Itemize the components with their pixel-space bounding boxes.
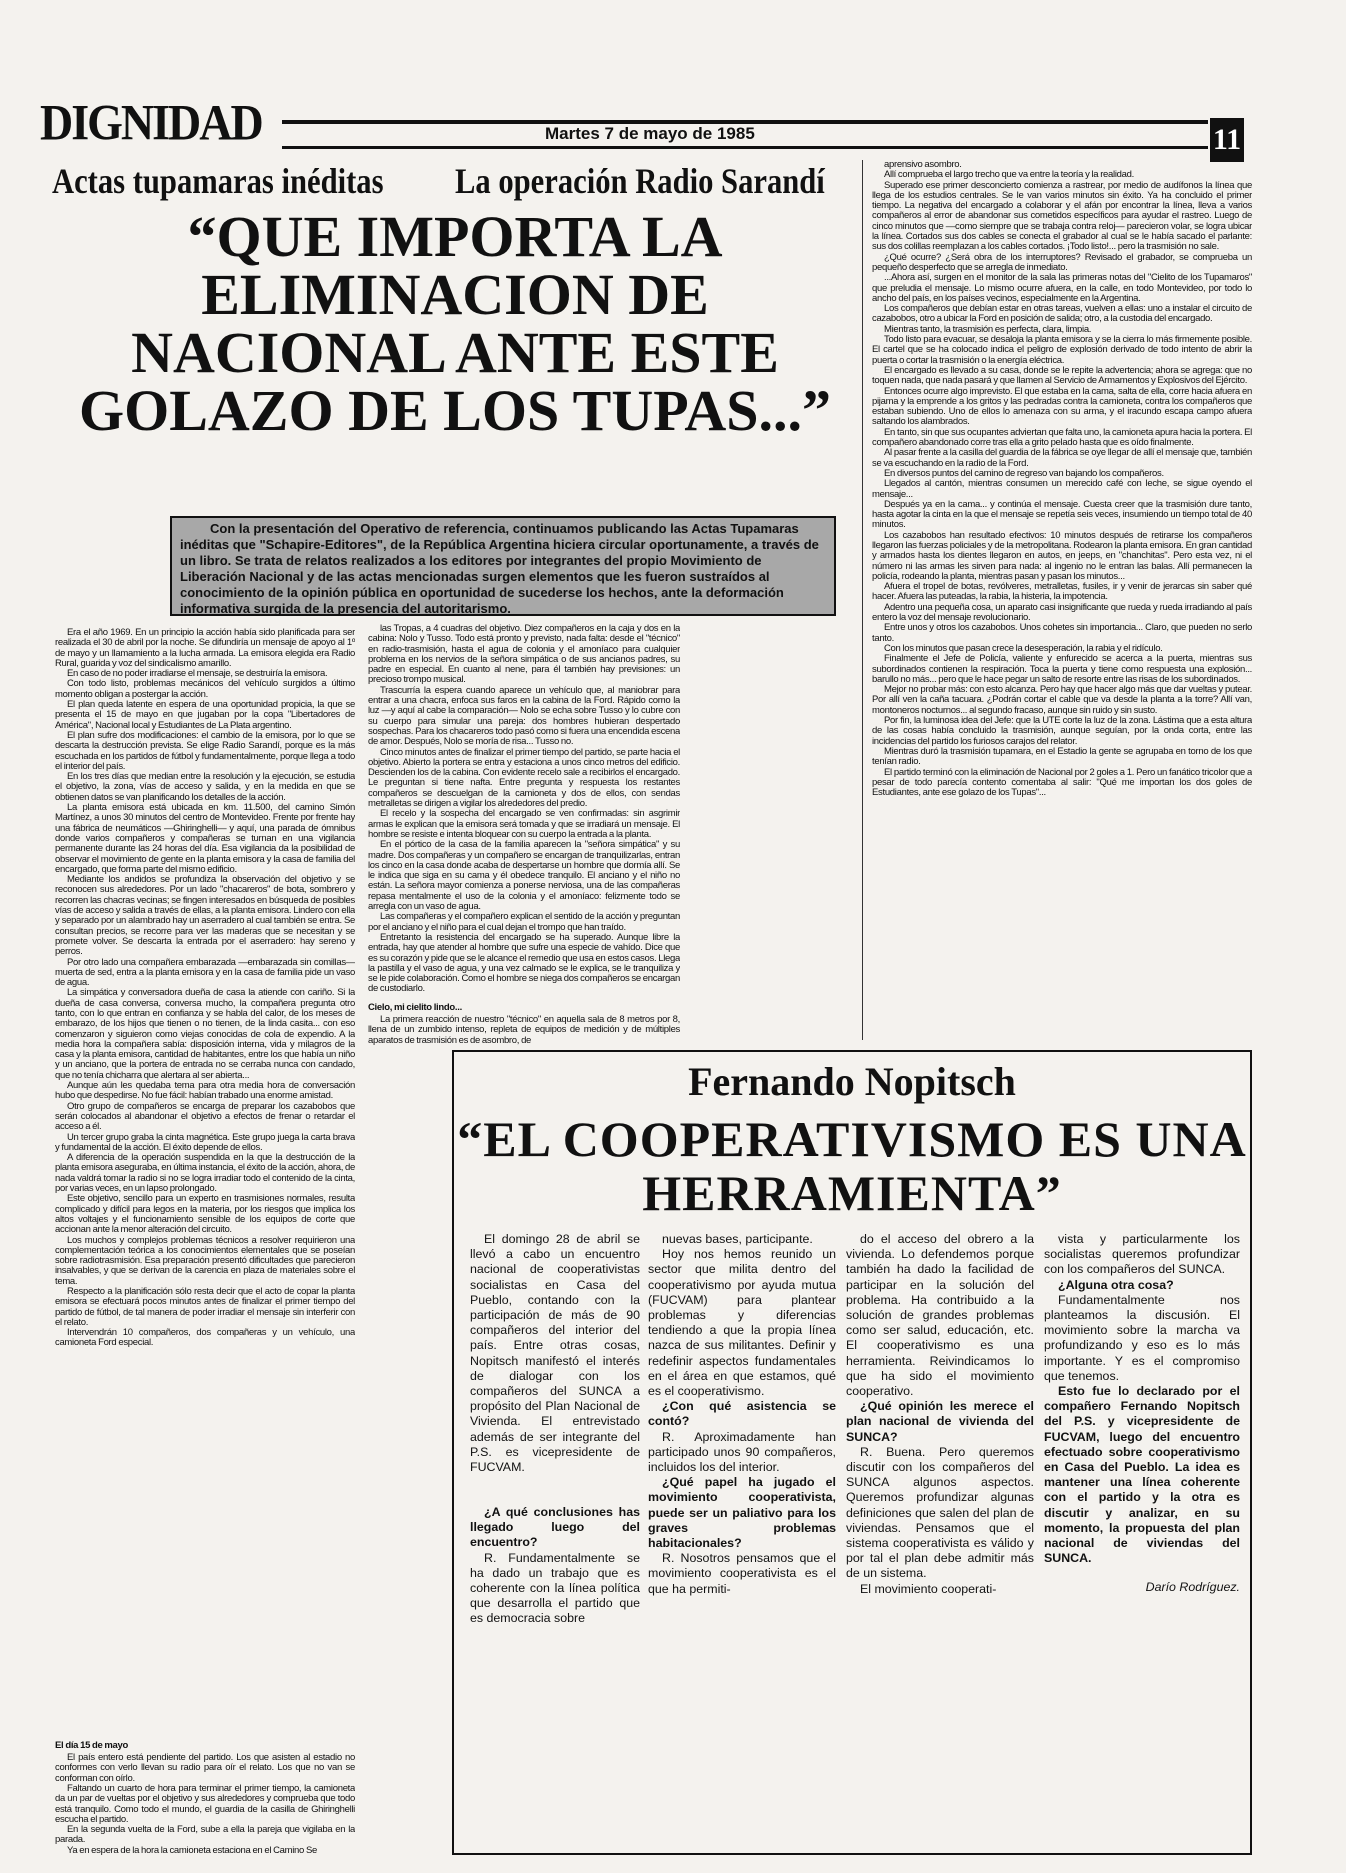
article-kicker: La operación Radio Sarandí (455, 161, 825, 201)
paragraph: Superado ese primer desconcierto comienza a rastrear, por medio de audífonos la línea que llega de los estudios centrales. Se le van varios minutos sin éxito. Ya ha concluido el primer tiempo. La negativa del encargado a colaborar y el afán por encontrar la línea, lleva a varios compañeros al error de abandonar sus cometidos específicos para ayudar el rastreo. Luego de cinco minutos que —como siempre que se trabaja contra reloj— parecieron volar, se logra ubicar la línea. Cortados sus dos cables se conecta el grabador al cual se le había sacado el parlante: sus dos colillas reemplazan a los cables cortados. ¡Todo listo!... pero la trasmisión no sale. (872, 179, 1252, 253)
paragraph: Un tercer grupo graba la cinta magnética. Este grupo juega la carta brava y fundamental de la acción. El éxito depende de ellos. (55, 1131, 355, 1153)
paragraph: La simpática y conversadora dueña de casa la atiende con cariño. Si la dueña de casa conversa, conversa mucho, la compañera pregunta otro tanto, con lo que entran en confianza y se habla del calor, de los meses de embarazo, de los hijos que tienen o no tienen, de la linda casita... con eso comenzaron y siguieron como viejas conocidas de cola de expendio. A la media hora la compañera sabía: disposición interna, vida y milagros de la casa y la planta emisora, cantidad de habitantes, entre los que había un niño y un anciano, que la portera de entrada no se cerraba nunca con candado, que no tenía chicharra que alertara al ser abierta... (55, 987, 355, 1081)
page-number: 11 (1210, 118, 1244, 162)
masthead-rule-bottom (282, 146, 1208, 149)
paragraph: El partido terminó con la eliminación de Nacional por 2 goles a 1. Pero un fanático tricolor que a pesar de todo parecía contento comentaba al salir: "Qué me importan los dos goles de Estudiantes, ante ese golazo de los Tupas"... (872, 766, 1252, 799)
paragraph: Por otro lado una compañera embarazada —embarazada sin comillas— muerta de sed, entra a la planta emisora y en la casa de familia pide un vaso de agua. (55, 956, 355, 989)
paragraph: Con todo listo, problemas mecánicos del vehículo surgidos a último momento obligan a postergar la acción. (55, 678, 355, 700)
paragraph: En la segunda vuelta de la Ford, sube a ella la pareja que vigilaba en la parada. (55, 1824, 355, 1846)
interview-answer: R. Aproximadamente han participado unos 90 compañeros, incluidos los del interior. (648, 1429, 836, 1475)
paragraph: Los muchos y complejos problemas técnicos a resolver requirieron una complementación teórica a los conocimientos elementales que se poseían sobre radiotrasmisión. Esa preparación presentó dificultades que parecieron insalvables, y que se derivan de la carencia en plaza de materiales sobre el tema. (55, 1234, 355, 1287)
paragraph: Respecto a la planificación sólo resta decir que el acto de copar la planta emisora se efectuará pocos minutos antes de finalizar el primer tiempo del partido de fútbol, de tal manera de poder irradiar el mensaje sin interferir con el relato. (55, 1286, 355, 1328)
paragraph: Entonces ocurre algo imprevisto. El que estaba en la cama, salta de ella, corre hacia afuera en pijama y la emprende a los gritos y las pedradas contra la camioneta, contra los compañeros que estaban subiendo. Uno de ellos lo amenaza con su arma, y el iracundo escapa campo afuera saltando los alambrados. (872, 385, 1252, 428)
column-2-tail (368, 999, 680, 1046)
paragraph: Allí comprueba el largo trecho que va entre la teoría y la realidad. (884, 169, 1134, 181)
interview-headline: “EL COOPERATIVISMO ES UNA HERRAMIENTA” (457, 1111, 1247, 1221)
paragraph: Todo listo para evacuar, se desaloja la planta emisora y se la cierra lo más firmemente posible. El cartel que se ha colocado indica el peligro de explosión derivado de todo intento de abrir la puerta o cortar la trasmisión o la energía eléctrica. (872, 334, 1252, 366)
paragraph: Los compañeros que debían estar en otras tareas, vuelven a ellas: uno a instalar el circuito de cazabobos, otro a ubicar la Ford en posición de salida; otro, a la custodia del encargado. (872, 303, 1252, 325)
paragraph: El país entero está pendiente del partido. Los que asisten al estadio no conformes con verlo llevan su radio para oír el relato. Los que no van se conforman con oírlo. (55, 1752, 355, 1784)
paragraph: El plan queda latente en espera de una oportunidad propicia, la que se presenta el 15 de mayo en que jugaban por la copa "Libertadores de América", Nacional local y Estudiantes de La Plata argentino. (55, 699, 355, 731)
paragraph: Trascurría la espera cuando aparece un vehículo que, al maniobrar para entrar a una chacra, enfoca sus faros en la cabina de la Ford. Rápido como la luz —y aquí al cabe la comparación— Nolo se echa sobre Tusso y lo cubre con su cuerpo para simular una pareja: dos hombres hubieran despertado sospechas. Para los chacareros todo pasó como si fuera una encendida escena de amor. Después, Nolo se moría de risa... Tusso no. (368, 684, 680, 748)
paragraph: Por fin, la luminosa idea del Jefe: que la UTE corte la luz de la zona. Lástima que a esta altura de las cosas había concluido la trasmisión, aunque seguían, por la onda corta, entre las incidencias del partido los furiosos carajos del relator. (872, 715, 1252, 747)
interview-question: ¿Alguna otra cosa? (1058, 1277, 1174, 1292)
paragraph: Las compañeras y el compañero explican el sentido de la acción y preguntan por el anciano y el niño para el cual dejan el trompo que han traído. (368, 911, 680, 933)
paragraph: Mientras tanto, la trasmisión es perfecta, clara, limpia. (884, 323, 1092, 335)
paragraph: Finalmente el Jefe de Policía, valiente y enfurecido se acerca a la puerta, mientras sus subordinados contienen la respiración. Toca la puerta y tiene como respuesta una explosión... barullo no más... pero que le hace pegar un salto de resorte entre las risas de los subordinados. (872, 653, 1252, 685)
paragraph: El recelo y la sospecha del encargado se ven confirmadas: sin asgrimir armas le explican que la emisora será tomada y que se irradiará un mensaje. El hombre se resiste e intenta bloquear con su cuerpo la entrada a la planta. (368, 808, 680, 840)
interview-answer: vista y particularmente los socialistas queremos profundizar con los compañeros del SUNCA. (1044, 1232, 1240, 1277)
column-1-paragraphs (55, 628, 355, 1737)
interview-qa (648, 1232, 836, 1597)
column-1b-paragraphs (55, 1753, 355, 1856)
interview-column-3 (846, 1232, 1034, 1850)
byline: Darío Rodríguez. (1145, 1580, 1240, 1595)
interview-column-1b (470, 1505, 640, 1850)
article-column-2 (368, 624, 680, 1046)
paragraph: Este objetivo, sencillo para un experto en trasmisiones normales, resulta complicado y difícil para legos en la materia, por los riesgos que implica los altos voltajes y el funcionamiento sensible de los equipos de corte que accionan ante la menor alteración del circuito. (55, 1193, 355, 1236)
paragraph: Intervendrán 10 compañeros, dos compañeras y un vehículo, una camioneta Ford especial. (55, 1327, 355, 1349)
paragraph: El encargado es llevado a su casa, donde se le repite la advertencia; ahora se agrega: que no toquen nada, que nada pasará y que llamen al Servicio de Armamentos y Explosivos del Ejército. (872, 364, 1252, 387)
interview-question: Esto fue lo declarado por el compañero Fernando Nopitsch del P.S. y vicepresidente de FUCVAM, luego del encuentro efectuado sobre cooperativismo en Casa del Pueblo. La idea es mantener una línea coherente con el partido y la otra es discutir y analizar, en su momento, la propuesta del plan nacional de viviendas del SUNCA. (1044, 1384, 1240, 1566)
article-column-1 (55, 628, 355, 1856)
masthead-logo: DIGNIDAD (40, 94, 262, 151)
column-2b-paragraphs (368, 1015, 680, 1046)
paragraph: ¿Qué ocurre? ¿Será obra de los interruptores? Revisado el grabador, se comprueba un pequeño desperfecto que se arregla de inmediato. (872, 251, 1252, 273)
interview-qa (1044, 1232, 1240, 1566)
paragraph: ...Ahora así, surgen en el monitor de la sala las primeras notas del "Cielito de los Tupamaros" que preludia el mensaje. Lo mismo ocurre afuera, en la calle, en todo Montevideo, por todo lo ancho del país, en los países vecinos, especialmente en la Argentina. (872, 272, 1252, 304)
paragraph: Aunque aún les quedaba tema para otra media hora de conversación hubo que despedirse. No fue fácil: habían trabado una enorme amistad. (55, 1080, 355, 1102)
column-1-tail (55, 1737, 355, 1856)
paragraph: Después ya en la cama... y continúa el mensaje. Cuesta creer que la trasmisión dure tanto, hasta agotar la cinta en la que el mensaje se repetía seis veces, insumiendo un tiempo total de 40 minutos. (872, 498, 1252, 531)
paragraph: las Tropas, a 4 cuadras del objetivo. Diez compañeros en la caja y dos en la cabina: Nolo y Tusso. Todo está pronto y previsto, nada falta: desde el "técnico" en radio-trasmisión, hasta el agua de colonia y el amoníaco para cualquier problema en los nervios de la señora simpática o de sus ancianos padres, su padre en especial. En cuanto al nene, para él también hay previsiones: un precioso trompo musical. (368, 624, 680, 686)
column-3-paragraphs (872, 160, 1252, 1042)
paragraph: Entretanto la resistencia del encargado se ha superado. Aunque libre la entrada, hay que atender al hombre que sufre una especie de vahído. Dice que es su corazón y pide que se le alcance el remedio que usa en estos casos. Llega la pastilla y el vaso de agua, y una vez calmado se le explica, se le tranquiliza y se le pide colaboración. Como el hombre se niega dos compañeros se encargan de custodiarlo. (368, 931, 680, 995)
interview-answer: R. Fundamentalmente se ha dado un trabajo que es coherente con la línea política que desarrolla el partido que es democracia sobre (470, 1550, 640, 1626)
interview-answer: R. Nosotros pensamos que el movimiento cooperativista es el que ha permiti- (648, 1551, 836, 1596)
paragraph: Otro grupo de compañeros se encarga de preparar los cazabobos que serán colocados al abandonar el objetivo a efectos de frenar o retardar el acceso a él. (55, 1100, 355, 1133)
interview-subject: Fernando Nopitsch (688, 1059, 1016, 1104)
intro-box: Con la presentación del Operativo de referencia, continuamos publicando las Actas Tupamaras inéditas que "Schapire-Editores", de la República Argentina hiciera circular oportunamente, a través de un libro. Se trata de relatos realizados a los editores por integrantes del propio Movimiento de Liberación Nacional y de las actas mencionadas surgen elementos que les fueron sustraídos al conocimiento de la opinión pública en oportunidad de sucederse los hechos, ante la deformación informativa surgida de la presencia del autoritarismo. (170, 516, 836, 616)
subheading: El día 15 de mayo (55, 1739, 129, 1751)
paragraph: La planta emisora está ubicada en km. 11.500, del camino Simón Martínez, a unos 30 minutos del centro de Montevideo. Frente por frente hay una fábrica de neumáticos —Ghiringhelli— y aquí, una parada de ómnibus donde varios compañeros y compañeras se turnan en una vigilancia permanente durante las 24 horas del día. Esa vigilancia da la posibilidad de observar el movimiento de gente en la planta emisora y la casa de familia del encargado, que forma parte del mismo edificio. (55, 802, 355, 875)
section-kicker: Actas tupamaras inéditas (52, 161, 384, 201)
paragraph: En caso de no poder irradiarse el mensaje, se destruiría la emisora. (67, 668, 328, 680)
interview-column-4 (1044, 1232, 1240, 1850)
paragraph: Afuera el tropel de botas, revólveres, metralletas, fusiles, ir y venir de jerarcas sin saber qué hacer. Afuera las puteadas, la rabia, la histeria, la impotencia. (872, 581, 1252, 603)
interview-intro (470, 1232, 640, 1475)
interview-answer: Hoy nos hemos reunido un sector que milita dentro del cooperativismo por ayuda mutua (FUCVAM) para plantear problemas y diferencias tendiendo a que la propia línea nazca de sus militantes. Definir y redefinir aspectos fundamentales en el área en que estamos, qué es el cooperativismo. (648, 1247, 836, 1399)
paragraph: Mediante los andidos se profundiza la observación del objetivo y se reconocen sus alrededores. Por un lado "chacareros" de bota, sombrero y recorren las chacras vecinas; se fingen interesados en búsqueda de posibles vías de acceso y salida a través de ellas, a la planta emisora. Lindero con ella y separado por un alambrado hay un aserradero al cual también se entra. Se consultan precios, se recorre para ver las maderas que se necesitan y se promete volver. Se descarta la entrada por el aserradero: hay sereno y perros. (55, 874, 355, 958)
interview-answer: nuevas bases, participante. (662, 1232, 813, 1246)
interview-qa (846, 1232, 1034, 1597)
paragraph: A diferencia de la operación suspendida en la que la destrucción de la planta emisora aseguraba, en última instancia, el éxito de la acción, ahora, de nada valdrá tomar la radio si no se logra irradiar todo el contenido de la cinta, por varias veces, en un lapso prolongado. (55, 1152, 355, 1195)
interview-question: ¿Qué opinión les merece el plan nacional de vivienda del SUNCA? (846, 1399, 1034, 1444)
interview-column-2 (648, 1232, 836, 1850)
paragraph: Entre unos y otros los cazabobos. Unos cohetes sin importancia... Claro, que pueden no serlo tanto. (872, 622, 1252, 644)
interview-column-1 (470, 1232, 640, 1482)
paragraph: En los tres días que median entre la resolución y la ejecución, se estudia el objetivo, la zona, vías de acceso y salida, y en la medida en que se obtienen datos se van planificando los detalles de la acción. (55, 771, 355, 803)
issue-date: Martes 7 de mayo de 1985 (545, 124, 755, 143)
column-2-paragraphs (368, 624, 680, 999)
interview-answer: El movimiento cooperati- (860, 1581, 997, 1596)
interview-answer: do el acceso del obrero a la vivienda. Lo defendemos porque también ha dado la facilidad de participar en la solución del problema. Ha contribuido a la solución de grandes problemas como ser salud, educación, etc. El cooperativismo es una herramienta. Reivindicamos lo que ha sido el movimiento cooperativo. (846, 1232, 1034, 1399)
paragraph: Adentro una pequeña cosa, un aparato casi insignificante que rueda y rueda irradiando al país entero la voz del mensaje revolucionario. (872, 601, 1252, 624)
paragraph: Faltando un cuarto de hora para terminar el primer tiempo, la camioneta da un par de vueltas por el objetivo y sus alrededores y comprueba que todo está tranquilo. Como todo el mundo, el guardia de la casilla de Ghiringhelli escucha el partido. (55, 1782, 355, 1825)
paragraph: Llegados al cantón, mientras consumen un merecido café con leche, se sigue oyendo el mensaje... (872, 478, 1252, 500)
paragraph: En tanto, sin que sus ocupantes adviertan que falta uno, la camioneta apura hacia la portera. El compañero abandonado corre tras ella a grito pelado hasta que es oído finalmente. (872, 426, 1252, 449)
paragraph: El domingo 28 de abril se llevó a cabo un encuentro nacional de cooperativistas socialistas en Casa del Pueblo, contando con la participación de más de 90 compañeros del interior del país. Entre otras cosas, Nopitsch manifestó el interés de dialogar con los compañeros del SUNCA a propósito del Plan Nacional de Vivienda. El entrevistado además de ser integrante del P.S. es vicepresidente de FUCVAM. (470, 1232, 640, 1475)
interview-answer: Fundamentalmente nos planteamos la discusión. El movimiento sobre la marcha va profundizando y eso es lo más importante. Y es el compromiso que tenemos. (1044, 1292, 1240, 1383)
paragraph: Ya en espera de la hora la camioneta estaciona en el Camino Se (67, 1844, 317, 1856)
paragraph: Al pasar frente a la casilla del guardia de la fábrica se oye llegar de allí el mensaje que, también se va escuchando en la radio de la Ford. (872, 447, 1252, 469)
paragraph: Era el año 1969. En un principio la acción había sido planificada para ser realizada el 30 de abril por la noche. Se difundiría un mensaje de apoyo al 1º de mayo y un llamamiento a la lucha armada. La emisora elegida era Radio Rural, guarida y voz del sindicalismo amarillo. (55, 628, 355, 669)
paragraph: Los cazabobos han resultado efectivos: 10 minutos después de retirarse los compañeros llegaron las fuerzas policiales y de la metropolitana. Rodearon la planta emisora. En gran cantidad y armados hasta los dientes llegaron en autos, en jeeps, en "chanchitas". Pero esta vez, ni el número ni las armas les sirven para nada: al ingenio no le entran las balas. Allí permanecen la policía, rodeando la planta, mientras pasan y pasan los minutos... (872, 529, 1252, 582)
column-divider (862, 160, 863, 1040)
interview-question: ¿Con qué asistencia se contó? (648, 1399, 836, 1429)
interview-question: ¿Qué papel ha jugado el movimiento cooperativista, puede ser un paliativo para los graves problemas habitacionales? (648, 1475, 836, 1551)
paragraph: Cinco minutos antes de finalizar el primer tiempo del partido, se parte hacia el objetivo. Abierto la portera se entra y estaciona a unos cinco metros del edificio. Descienden los de la cabina. Con evidente recelo sale a recibirlos el encargado. Le preguntan si tiene nafta. Entre pregunta y respuesta los restantes compañeros se descuelgan de la camioneta y dos de ellos, con sendas metralletas se dirigen a vigilar los alrededores del predio. (368, 746, 680, 810)
article-column-3 (872, 160, 1252, 1042)
paragraph: Mejor no probar más: con esto alcanza. Pero hay que hacer algo más que dar vueltas y putear. Por allí ven la caña tacuara. ¿Podrán cortar el cable que va desde la planta a la torre? Allí van, montoneros nocturnos... al segundo fracaso, aunque sin ruido y sin susto. (872, 684, 1252, 716)
paragraph: El plan sufre dos modificaciones: el cambio de la emisora, por lo que se descarta la destrucción prevista. Se elige Radio Sarandí, porque es la más escuchada en los partidos de fútbol y fundamentalmente, porque llega a todo el interior del país. (55, 729, 355, 772)
paragraph: En diversos puntos del camino de regreso van bajando los compañeros. (884, 467, 1164, 479)
interview-answer: R. Buena. Pero queremos discutir con los compañeros del SUNCA algunos aspectos. Queremos profundizar algunas definiciones que salen del plan de viviendas. Pensamos que el sistema cooperativista es válido y por tal el plan debe admitir más de un sistema. (846, 1444, 1034, 1581)
paragraph: En el pórtico de la casa de la familia aparecen la "señora simpática" y su madre. Dos compañeras y un compañero se encargan de tranquilizarlas, entran los cinco en la casa donde acaba de despertarse un hombre que dormía allí. Se le indica que siga en su cama y él obedece tranquilo. El anciano y el niño no están. La señora mayor comienza a ponerse nerviosa, una de las compañeras repasa mentalmente el uso de la colonia y el amoníaco: felizmente todo se arregla con un vaso de agua. (368, 839, 680, 913)
paragraph: aprensivo asombro. (884, 160, 962, 170)
subheading: Cielo, mi cielito lindo... (368, 1001, 462, 1013)
paragraph: Mientras duró la trasmisión tupamara, en el Estadio la gente se agrupaba en torno de los que tenían radio. (872, 745, 1252, 768)
paragraph: Con los minutos que pasan crece la desesperación, la rabia y el ridículo. (884, 642, 1163, 654)
interview-question: ¿A qué conclusiones has llegado luego del encuentro? (470, 1505, 640, 1550)
paragraph: La primera reacción de nuestro "técnico" en aquella sala de 8 metros por 8, llena de un zumbido intenso, repleta de equipos de medición y de múltiples aparatos de trasmisión es de asombro, de (368, 1014, 680, 1046)
main-headline: “QUE IMPORTA LA ELIMINACION DE NACIONAL ANTE ESTE GOLAZO DE LOS TUPAS...” (78, 204, 832, 443)
interview-qa (470, 1505, 640, 1627)
